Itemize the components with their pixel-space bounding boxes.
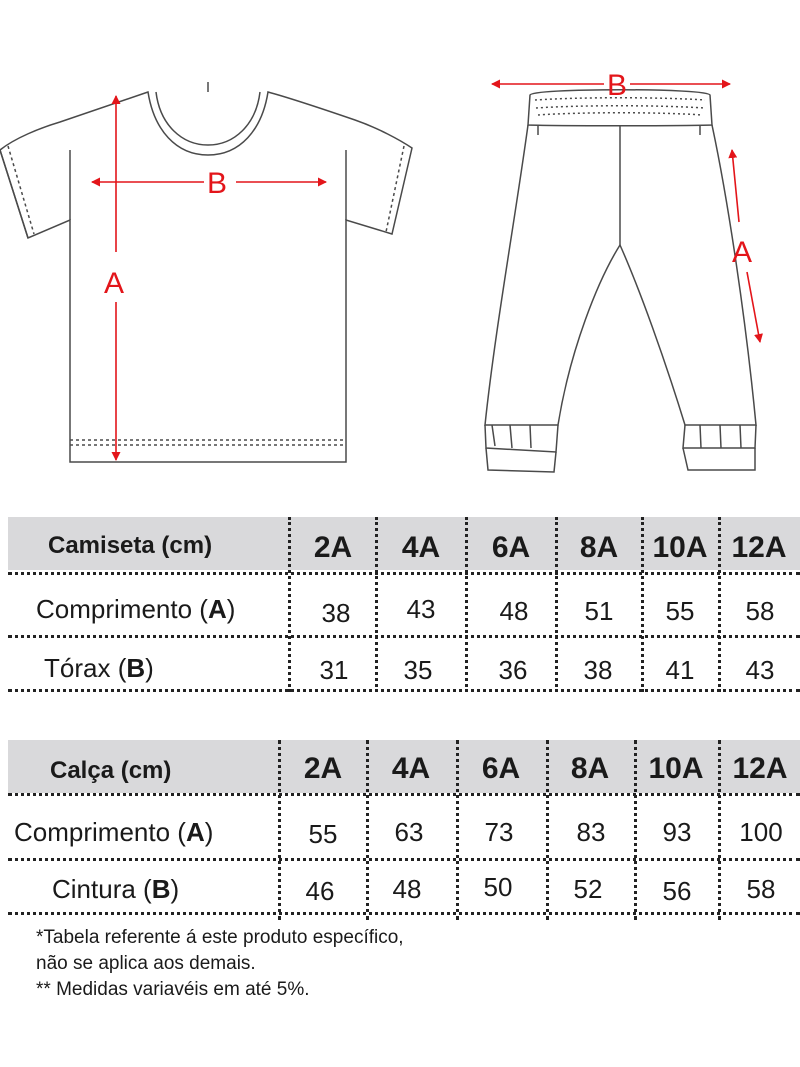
row-label-length: Comprimento ( A ) bbox=[14, 816, 214, 847]
value-cell: 93 bbox=[662, 816, 692, 847]
row-divider bbox=[8, 912, 800, 915]
value-cell: 46 bbox=[305, 875, 335, 906]
size-col-12a: 12A bbox=[731, 531, 787, 564]
value-cell: 43 bbox=[406, 593, 436, 624]
row-divider bbox=[8, 572, 800, 575]
value-cell: 63 bbox=[394, 816, 424, 847]
row-divider bbox=[8, 635, 800, 638]
value-cell: 100 bbox=[739, 816, 783, 847]
value-cell: 38 bbox=[321, 597, 351, 628]
footnote-line: *Tabela referente á este produto específico, bbox=[36, 927, 404, 948]
size-col-10a: 10A bbox=[648, 752, 704, 785]
size-col-4a: 4A bbox=[401, 531, 441, 564]
column-divider bbox=[641, 517, 644, 692]
row-divider bbox=[8, 793, 800, 796]
value-cell: 55 bbox=[665, 595, 695, 626]
column-divider bbox=[555, 517, 558, 692]
column-divider bbox=[288, 517, 291, 692]
value-cell: 58 bbox=[746, 873, 776, 904]
column-divider bbox=[366, 740, 369, 920]
size-col-4a: 4A bbox=[391, 752, 431, 785]
footnotes bbox=[36, 925, 404, 1003]
value-cell: 31 bbox=[319, 654, 349, 685]
row-label-text: Comprimento bbox=[36, 593, 193, 624]
row-label-chest: Tórax ( B ) bbox=[44, 652, 154, 683]
row-label-waist: Cintura ( B ) bbox=[52, 873, 180, 904]
column-divider bbox=[456, 740, 459, 920]
table-title: Camiseta (cm) bbox=[48, 532, 213, 559]
shirt-size-table bbox=[0, 517, 800, 692]
value-cell: 73 bbox=[484, 816, 514, 847]
tshirt-drawing bbox=[0, 82, 412, 462]
size-col-6a: 6A bbox=[481, 752, 521, 785]
value-cell: 50 bbox=[483, 871, 513, 902]
value-cell: 35 bbox=[403, 654, 433, 685]
row-divider bbox=[8, 689, 800, 692]
footnote-line: não se aplica aos demais. bbox=[36, 953, 256, 974]
shirt-chest-marker: B bbox=[207, 167, 228, 200]
row-divider bbox=[8, 858, 800, 861]
size-col-10a: 10A bbox=[652, 531, 708, 564]
column-divider bbox=[634, 740, 637, 920]
value-cell: 43 bbox=[745, 654, 775, 685]
column-divider bbox=[718, 740, 721, 920]
value-cell: 48 bbox=[392, 873, 422, 904]
row-label-key: A bbox=[207, 593, 227, 624]
footnote-line: ** Medidas variavéis em até 5%. bbox=[36, 979, 310, 1000]
row-label-length: Comprimento ( A ) bbox=[36, 593, 236, 624]
value-cell: 52 bbox=[573, 873, 603, 904]
value-cell: 41 bbox=[665, 654, 695, 685]
pants-drawing bbox=[485, 90, 756, 472]
row-label-text: Cintura bbox=[52, 873, 136, 904]
size-col-8a: 8A bbox=[579, 531, 619, 564]
size-col-2a: 2A bbox=[303, 752, 343, 785]
pants-waist-marker: B bbox=[607, 69, 628, 102]
table-title: Calça (cm) bbox=[50, 757, 172, 784]
row-label-key: B bbox=[151, 873, 171, 904]
row-label-key: A bbox=[185, 816, 205, 847]
size-col-12a: 12A bbox=[732, 752, 788, 785]
row-label-key: B bbox=[126, 652, 146, 683]
size-col-2a: 2A bbox=[313, 531, 353, 564]
value-cell: 83 bbox=[576, 816, 606, 847]
value-cell: 38 bbox=[583, 654, 613, 685]
size-col-6a: 6A bbox=[491, 531, 531, 564]
row-label-text: Tórax bbox=[44, 652, 111, 683]
pants-size-table bbox=[0, 740, 800, 920]
column-divider bbox=[546, 740, 549, 920]
column-divider bbox=[375, 517, 378, 692]
value-cell: 48 bbox=[499, 595, 529, 626]
value-cell: 51 bbox=[584, 595, 614, 626]
value-cell: 58 bbox=[745, 595, 775, 626]
value-cell: 36 bbox=[498, 654, 528, 685]
garment-illustrations bbox=[0, 0, 800, 500]
row-label-text: Comprimento bbox=[14, 816, 171, 847]
value-cell: 55 bbox=[308, 818, 338, 849]
value-cell: 56 bbox=[662, 875, 692, 906]
column-divider bbox=[718, 517, 721, 692]
pants-length-marker: A bbox=[732, 236, 753, 269]
shirt-length-marker: A bbox=[104, 267, 125, 300]
size-col-8a: 8A bbox=[570, 752, 610, 785]
column-divider bbox=[465, 517, 468, 692]
column-divider bbox=[278, 740, 281, 920]
